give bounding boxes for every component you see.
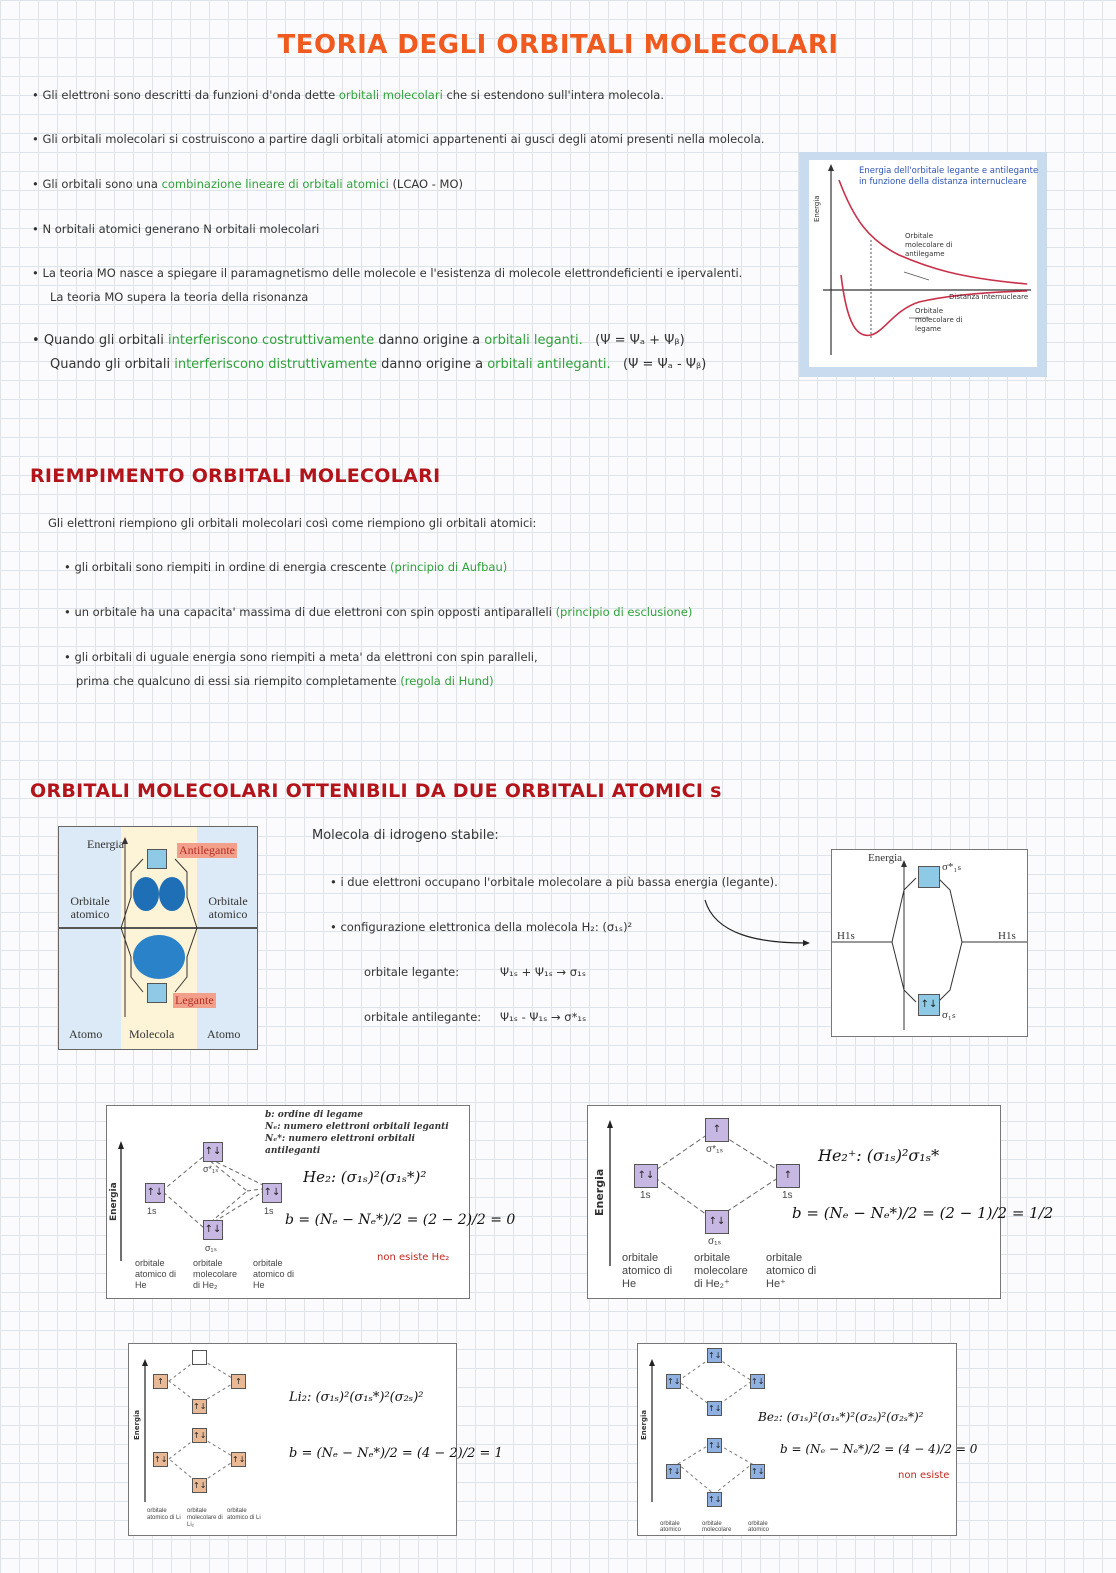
h1s-right: H1s [998,930,1016,942]
bullet-3-text: Gli orbitali sono una [42,177,158,191]
section-3-title: ORBITALI MOLECOLARI OTTENIBILI DA DUE ORBITALI ATOMICI s [30,780,722,802]
sigma-box: ↑↓ [918,994,940,1016]
he2p-1s-right: ↑ [776,1164,800,1188]
be2-lab-m: orbitale molecolare [702,1521,732,1533]
he2-s2-label: σ₁ₛ [205,1243,217,1253]
be2-sigma2s-star: ↑↓ [707,1348,722,1363]
rule-3-line-2 [76,674,494,688]
bullet-2-text: Gli orbitali molecolari si costruiscono a partire dagli orbitali atomici appartenenti ai gusci degli atomi presenti nella molecola. [42,132,765,146]
li-2s-left: ↑ [153,1374,168,1389]
he2-note: non esiste He₂ [377,1252,450,1263]
energy-chart-ylabel [813,195,821,222]
he2p-s1-label: σ*₁ₛ [706,1144,724,1155]
he2p-formula: He₂⁺: (σ₁ₛ)²σ₁ₛ* [818,1146,940,1165]
rule-3-highlight: (regola di Hund) [400,674,494,688]
be2-sigma1s-star: ↑↓ [707,1438,722,1453]
bullet-6: • Quando gli orbitali interferiscono costruttivamente danno origine a orbitali leganti. (Ψ = Ψₐ + Ψᵦ) [32,333,685,348]
he2-formula: He₂: (σ₁ₛ)²(σ₁ₛ*)² [303,1168,427,1186]
he2plus-diagram [587,1105,1054,1299]
li2-sigma1s: ↑↓ [192,1478,207,1493]
he2p-1s-label-left: 1s [640,1190,651,1201]
left-fig-legante: Legante [175,993,214,1007]
h2-title: Molecola di idrogeno stabile: [312,828,499,843]
he2-lab-l: orbitale atomico di He [135,1258,177,1290]
he2p-lab-l: orbitale atomico di He [622,1252,673,1290]
he2p-lab-m: orbitale molecolare di He₂⁺ [694,1252,748,1290]
he2-lab-m: orbitale molecolare di He₂ [193,1258,238,1290]
page-title: TEORIA DEGLI ORBITALI MOLECOLARI [277,30,839,60]
antibonding-box [147,849,167,869]
be2-energia [640,1410,648,1440]
b6-hl: interferiscono costruttivamente [168,333,375,348]
bullet-4-text: N orbitali atomici generano N orbitali molecolari [42,222,320,236]
antibonding-label: orbitale antilegante: [364,1010,482,1024]
li2-diagram [128,1343,503,1536]
he2-energia-text: Energia [109,1182,119,1221]
bullet-3: • Gli orbitali sono una combinazione lineare di orbitali atomici (LCAO - MO) [32,177,463,191]
b6b-pre: Quando gli orbitali [50,357,171,372]
bullet-5-line-1: La teoria MO nasce a spiegare il paramagnetismo delle molecole e l'esistenza di molecole elettrondeficienti e ipervalenti. [42,266,743,280]
li2-formula: Li₂: (σ₁ₛ)²(σ₁ₛ*)²(σ₂ₛ)² [289,1390,424,1405]
li2-bond-order: b = (Nₑ − Nₑ*)/2 = (4 − 2)/2 = 1 [289,1446,503,1461]
b6-hl2: orbitali leganti. [484,333,583,348]
be2-energia-text: Energia [640,1409,648,1440]
left-fig-molecola: Molecola [129,1027,175,1041]
legend-ne-star: Nₑ*: numero elettroni orbitali antileganti [265,1134,415,1156]
left-fig-antilegante: Antilegante [179,843,235,857]
be2-diagram [637,1343,978,1536]
be2-lab-l: orbitale atomico [660,1521,682,1533]
he-1s-label-right: 1s [264,1206,274,1216]
bullet-1-end: che si estendono sull'intera molecola. [446,88,664,102]
he2p-energia-text: Energia [593,1168,606,1216]
rule-1-highlight: (principio di Aufbau) [390,560,508,574]
he2-energia [109,1182,119,1221]
left-fig-atomo-l: Atomo [69,1027,103,1041]
be2-note: non esiste [898,1470,950,1481]
he-1s-left: ↑↓ [145,1183,165,1203]
b6-pre: Quando gli orbitali [43,333,164,348]
bullet-2: • Gli orbitali molecolari si costruiscono a partire dagli orbitali atomici appartenenti ai gusci degli atomi presenti nella molecola. [32,132,765,146]
bullet-5-line-2: La teoria MO supera la teoria della risonanza [50,290,309,304]
he-1s-label-left: 1s [147,1206,157,1216]
bonding-box [147,983,167,1003]
li2-energia [133,1410,141,1440]
curved-arrow [700,895,820,955]
li2-sigma2s: ↑↓ [192,1399,207,1414]
h2-bullet-2: • configurazione elettronica della molecola H₂: (σ₁ₛ)² [330,920,633,934]
b6b-hl2: orbitali antileganti. [487,357,611,372]
bullet-1-text: Gli elettroni sono descritti da funzioni d'onda dette [42,88,336,102]
li2-sigma2s-star [192,1350,207,1365]
he2p-energia [593,1169,606,1216]
rule-3-line-2-text: prima che qualcuno di essi sia riempito completamente [76,674,397,688]
bullet-3-end: (LCAO - MO) [392,177,463,191]
bond-label: Orbitale molecolare di legame [915,307,963,333]
legend-b: b: ordine di legame [265,1110,363,1120]
he2p-1s-left: ↑↓ [634,1164,658,1188]
rule-2: • un orbitale ha una capacita' massima di due elettroni con spin opposti antiparalleli (principio di esclusione) [64,605,693,619]
li-2s-right: ↑ [231,1374,246,1389]
section-2-intro: Gli elettroni riempiono gli orbitali molecolari così come riempiono gli orbitali atomici: [48,516,537,530]
antibond-label: Orbitale molecolare di antilegame [905,232,953,258]
be-1s-right: ↑↓ [750,1464,765,1479]
be-1s-left: ↑↓ [666,1464,681,1479]
h2-bullet-1-text: i due elettroni occupano l'orbitale molecolare a più bassa energia (legante). [340,875,778,889]
section-2-title: RIEMPIMENTO ORBITALI MOLECOLARI [30,465,441,487]
he-1s-right: ↑↓ [262,1183,282,1203]
rule-2-highlight: (principio di esclusione) [555,605,693,619]
rule-2-text: un orbitale ha una capacita' massima di due elettroni con spin opposti antiparalleli [74,605,552,619]
bullet-4: • N orbitali atomici generano N orbitali molecolari [32,222,320,236]
orbital-shape-figure [58,826,258,1050]
he2p-bond-order: b = (Nₑ − Nₑ*)/2 = (2 − 1)/2 = 1/2 [792,1204,1054,1222]
h2-bullet-2-text: configurazione elettronica della molecola H₂: (σ₁ₛ)² [340,920,633,934]
antibonding-equation: Ψ₁ₛ - Ψ₁ₛ → σ*₁ₛ [500,1010,587,1024]
be2-formula: Be₂: (σ₁ₛ)²(σ₁ₛ*)²(σ₂ₛ)²(σ₂ₛ*)² [758,1410,924,1424]
bullet-1-highlight: orbitali molecolari [338,88,443,102]
li2-lab-l: orbitale atomico di Li [147,1508,181,1521]
rule-3-text: gli orbitali di uguale energia sono riempiti a meta' da elettroni con spin paralleli, [74,650,538,664]
bonding-label: orbitale legante: [364,965,460,979]
b6-mid: danno origine a [378,333,481,348]
left-fig-orb-at-l: Orbitale atomico [70,894,110,921]
h2-sigma: σ₁ₛ [942,1009,956,1021]
energy-curve-figure [799,152,1047,377]
energy-chart-xlabel: Distanza internucleare [949,293,1029,301]
he2-s1-label: σ*₁ₛ [203,1164,219,1174]
he2-sigma-box: ↑↓ [203,1220,223,1240]
b6b-hl: interferiscono distruttivamente [174,357,378,372]
be2-bond-order: b = (Nₑ − Nₑ*)/2 = (4 − 4)/2 = 0 [780,1442,978,1456]
bonding-equation: Ψ₁ₛ + Ψ₁ₛ → σ₁ₛ [500,965,586,979]
left-fig-orb-at-r: Orbitale atomico [208,894,248,921]
li2-sigma1s-star: ↑↓ [192,1428,207,1443]
li2-energia-text: Energia [133,1409,141,1440]
he2-lab-r: orbitale atomico di He [253,1258,295,1290]
left-fig-atomo-r: Atomo [207,1027,241,1041]
h1s-left: H1s [837,930,855,942]
rule-1-text: gli orbitali sono riempiti in ordine di energia crescente [74,560,387,574]
bullet-1: • Gli elettroni sono descritti da funzioni d'onda dette orbitali molecolari che si estendono sull'intera molecola. [32,88,664,102]
he2-bond-order: b = (Nₑ − Nₑ*)/2 = (2 − 2)/2 = 0 [285,1212,516,1228]
be2-sigma2s: ↑↓ [707,1401,722,1416]
be2-sigma1s: ↑↓ [707,1492,722,1507]
be-2s-right: ↑↓ [750,1374,765,1389]
bullet-5: • La teoria MO nasce a spiegare il paramagnetismo delle molecole e l'esistenza di molecole elettrondeficienti e ipervalenti. [32,266,743,280]
be2-lab-r: orbitale atomico [748,1521,770,1533]
be-2s-left: ↑↓ [666,1374,681,1389]
li2-lab-r: orbitale atomico di Li [227,1508,261,1521]
li-1s-right: ↑↓ [231,1452,246,1467]
b6b-eq: (Ψ = Ψₐ - Ψᵦ) [623,357,707,372]
he2p-sigma-star-box: ↑ [705,1118,729,1142]
energy-chart-caption: Energia dell'orbitale legante e antilegante in funzione della distanza internucleare [859,166,1039,187]
li-1s-left: ↑↓ [153,1452,168,1467]
rule-3: • gli orbitali di uguale energia sono riempiti a meta' da elettroni con spin paralleli, [64,650,538,664]
left-fig-energia: Energia [87,837,125,851]
sigma-star-box [918,866,940,888]
he2-sigma-star-box: ↑↓ [203,1142,223,1162]
legend-ne: Nₑ: numero elettroni orbitali leganti [265,1122,449,1132]
b6b-mid: danno origine a [381,357,484,372]
he2p-lab-r: orbitale atomico di He⁺ [766,1252,817,1290]
h2-sigma-star: σ*₁ₛ [942,861,962,873]
he2p-sigma-box: ↑↓ [705,1210,729,1234]
he2-diagram [106,1105,516,1299]
he2p-s2-label: σ₁ₛ [708,1236,722,1247]
energy-chart-ylabel-text: Energia [813,195,821,222]
rule-1: • gli orbitali sono riempiti in ordine di energia crescente (principio di Aufbau) [64,560,508,574]
h2-bullet-1: • i due elettroni occupano l'orbitale molecolare a più bassa energia (legante). [330,875,778,889]
h2-energia: Energia [868,852,903,864]
he2p-1s-label-right: 1s [782,1190,793,1201]
h2-mo-diagram [831,849,1028,1037]
bullet-3-highlight: combinazione lineare di orbitali atomici [161,177,389,191]
li2-lab-m: orbitale molecolare di Li₂ [187,1508,223,1528]
bullet-6-line-2 [50,357,706,372]
b6-eq: (Ψ = Ψₐ + Ψᵦ) [595,333,685,348]
